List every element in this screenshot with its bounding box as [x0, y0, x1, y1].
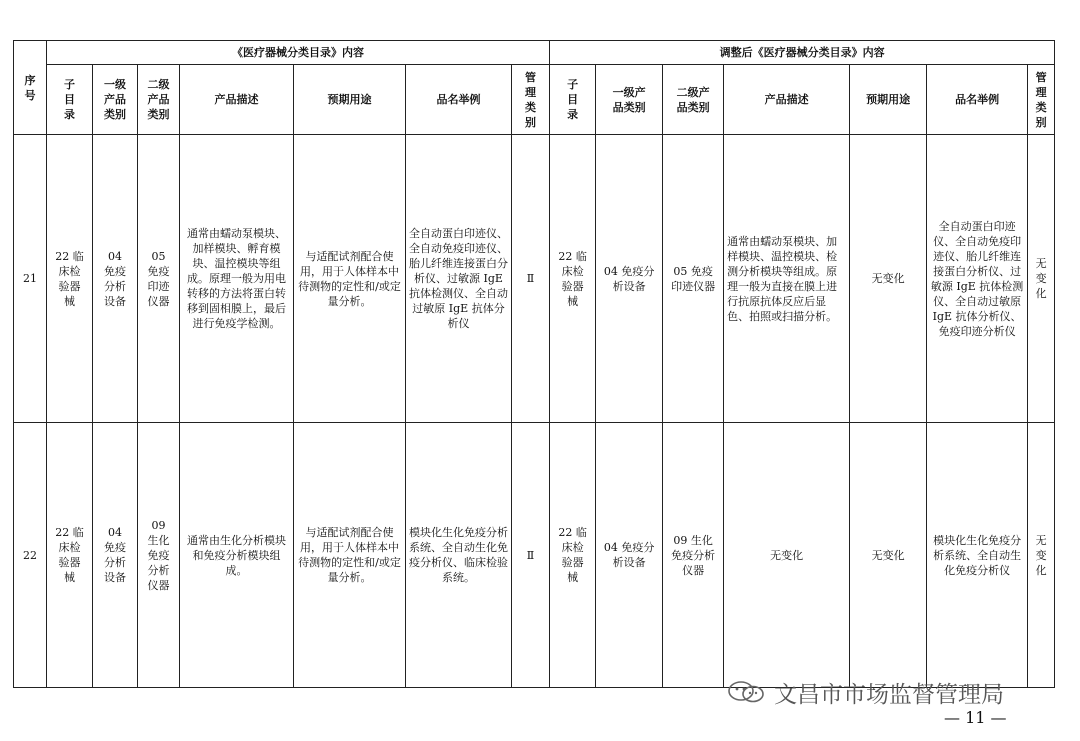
table-row — [14, 423, 1055, 688]
col-header-description: 产品描述 — [724, 65, 850, 135]
cell-examples: 全自动蛋白印迹仪、全自动免疫印迹仪、胎儿纤维连接蛋白分析仪、过敏源 IgE 抗体检测仪、全自动过敏原 IgE 抗体分析仪 — [409, 227, 508, 330]
cell-intended-use: 无变化 — [850, 423, 927, 688]
col-header-subcatalog: 子目录 — [64, 78, 75, 121]
cell-intended-use: 无变化 — [850, 135, 927, 423]
col-header-level1: 一级产品类别 — [612, 85, 646, 114]
cell-seq: 21 — [14, 135, 47, 423]
col-header-description: 产品描述 — [180, 65, 294, 135]
cell-level1: 04 免疫分析设备 — [603, 541, 655, 569]
cell-level2: 05 免疫印迹仪器 — [671, 264, 716, 293]
col-header-intended-use: 预期用途 — [850, 65, 927, 135]
cell-level2: 09 生化免疫分析仪器 — [671, 533, 716, 577]
cell-level1: 04 免疫分析设备 — [104, 249, 126, 308]
cell-description: 通常由生化分析模块和免疫分析模块组成。 — [187, 533, 286, 577]
classification-table — [13, 40, 1055, 688]
table-row — [14, 135, 1055, 423]
cell-mgmt-class: Ⅱ — [512, 423, 550, 688]
cell-subcatalog: 22 临床检验器械 — [55, 249, 84, 308]
group-header-original: 《医疗器械分类目录》内容 — [47, 41, 550, 65]
col-header-examples: 品名举例 — [927, 65, 1028, 135]
cell-level1: 04 免疫分析设备 — [603, 264, 655, 293]
page-number: — 11 — — [944, 708, 1007, 727]
col-header-level2: 二级产品类别 — [147, 78, 170, 121]
cell-level2: 09 生化免疫分析仪器 — [147, 518, 170, 592]
cell-examples: 模块化生化免疫分析系统、全自动生化免疫分析仪 — [933, 533, 1022, 577]
col-header-mgmt-class: 管理类别 — [1035, 70, 1047, 129]
cell-intended-use: 与适配试剂配合使用，用于人体样本中待测物的定性和/或定量分析。 — [298, 249, 401, 308]
cell-mgmt-class: 无变化 — [1035, 257, 1047, 300]
cell-description: 无变化 — [724, 423, 850, 688]
cell-level2: 05 免疫印迹仪器 — [147, 249, 170, 308]
cell-seq: 22 — [14, 423, 47, 688]
cell-mgmt-class: 无变化 — [1035, 533, 1047, 577]
cell-description: 通常由蠕动泵模块、加样模块、孵育模块、温控模块等组成。原理一般为用电转移的方法将蛋白转移到固相膜上，最后进行免疫学检测。 — [187, 227, 286, 330]
col-header-mgmt-class: 管理类别 — [525, 70, 537, 129]
cell-subcatalog: 22 临床检验器械 — [558, 249, 587, 308]
seq-header: 序号 — [14, 41, 47, 135]
cell-intended-use: 与适配试剂配合使用，用于人体样本中待测物的定性和/或定量分析。 — [298, 526, 401, 584]
watermark — [726, 679, 1004, 708]
cell-description: 通常由蠕动泵模块、加样模块、温控模块、检测分析模块等组成。原理一般为直接在膜上进行抗原抗体反应后显色、拍照或扫描分析。 — [727, 234, 838, 323]
cell-subcatalog: 22 临床检验器械 — [55, 526, 84, 584]
cell-examples: 全自动蛋白印迹仪、全自动免疫印迹仪、胎儿纤维连接蛋白分析仪、过敏源 IgE 抗体检测仪、全自动过敏原 IgE 抗体分析仪、免疫印迹分析仪 — [930, 219, 1024, 338]
watermark-text: 文昌市市场监督管理局 — [774, 681, 1004, 708]
cell-examples: 模块化生化免疫分析系统、全自动生化免疫分析仪、临床检验系统。 — [409, 526, 508, 584]
col-header-level2: 二级产品类别 — [676, 85, 710, 114]
col-header-level1: 一级产品类别 — [104, 78, 126, 121]
col-header-intended-use: 预期用途 — [294, 65, 406, 135]
col-header-examples: 品名举例 — [406, 65, 512, 135]
wechat-icon — [726, 679, 768, 705]
col-header-subcatalog: 子目录 — [567, 78, 579, 121]
cell-subcatalog: 22 临床检验器械 — [558, 526, 587, 584]
cell-level1: 04 免疫分析设备 — [104, 526, 126, 584]
cell-mgmt-class: Ⅱ — [512, 135, 550, 423]
group-header-adjusted: 调整后《医疗器械分类目录》内容 — [550, 41, 1055, 65]
